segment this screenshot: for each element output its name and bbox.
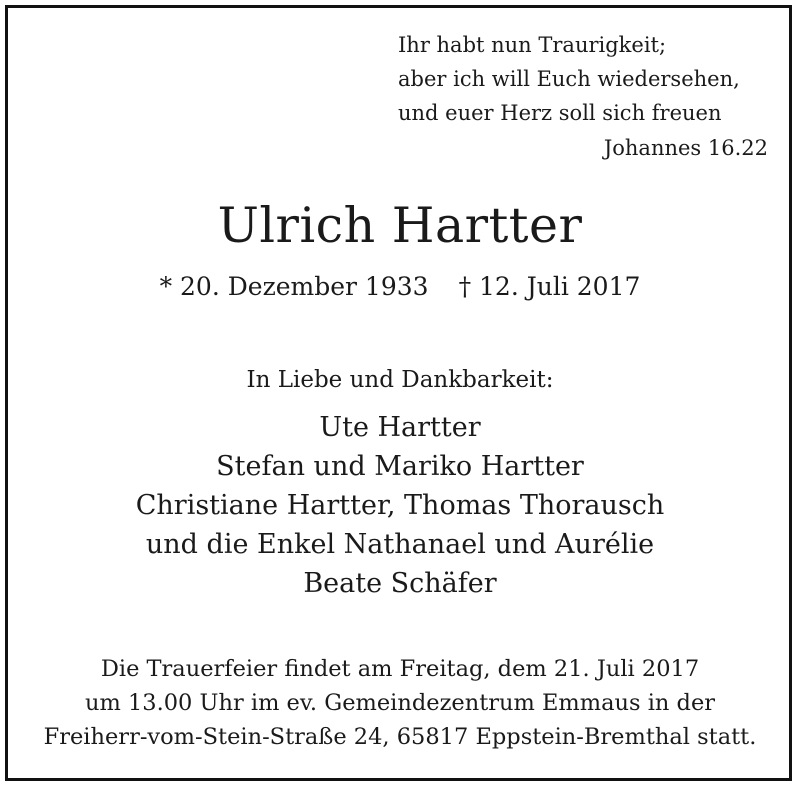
mourner-entry: Stefan und Mariko Hartter <box>216 451 584 482</box>
mourners-intro: In Liebe und Dankbarkeit: <box>246 367 554 393</box>
birth-date: * 20. Dezember 1933 <box>159 272 429 301</box>
quote-line: und euer Herz soll sich freuen <box>398 101 722 125</box>
mourner-entry: und die Enkel Nathanael und Aurélie <box>145 529 655 560</box>
mourner-entry: Christiane Hartter, Thomas Thorausch <box>135 490 665 521</box>
quote-line: Ihr habt nun Traurigkeit; <box>398 33 667 57</box>
funeral-line: Freiherr-vom-Stein-Straße 24, 65817 Eppstein-Bremthal statt. <box>43 724 757 750</box>
quote-reference: Johannes 16.22 <box>603 136 768 160</box>
bible-quote <box>398 28 768 165</box>
funeral-line: Die Trauerfeier findet am Freitag, dem 21. Juli 2017 <box>100 656 700 682</box>
quote-line: aber ich will Euch wiedersehen, <box>398 67 740 91</box>
mourner-entry: Beate Schäfer <box>303 568 497 599</box>
deceased-name: Ulrich Hartter <box>217 197 583 254</box>
funeral-notice <box>0 652 800 754</box>
death-date: † 12. Juli 2017 <box>458 272 641 301</box>
mourners-list <box>0 408 800 603</box>
life-dates <box>0 272 800 301</box>
mourner-entry: Ute Hartter <box>319 412 481 443</box>
funeral-line: um 13.00 Uhr im ev. Gemeindezentrum Emmaus in der <box>84 690 716 716</box>
